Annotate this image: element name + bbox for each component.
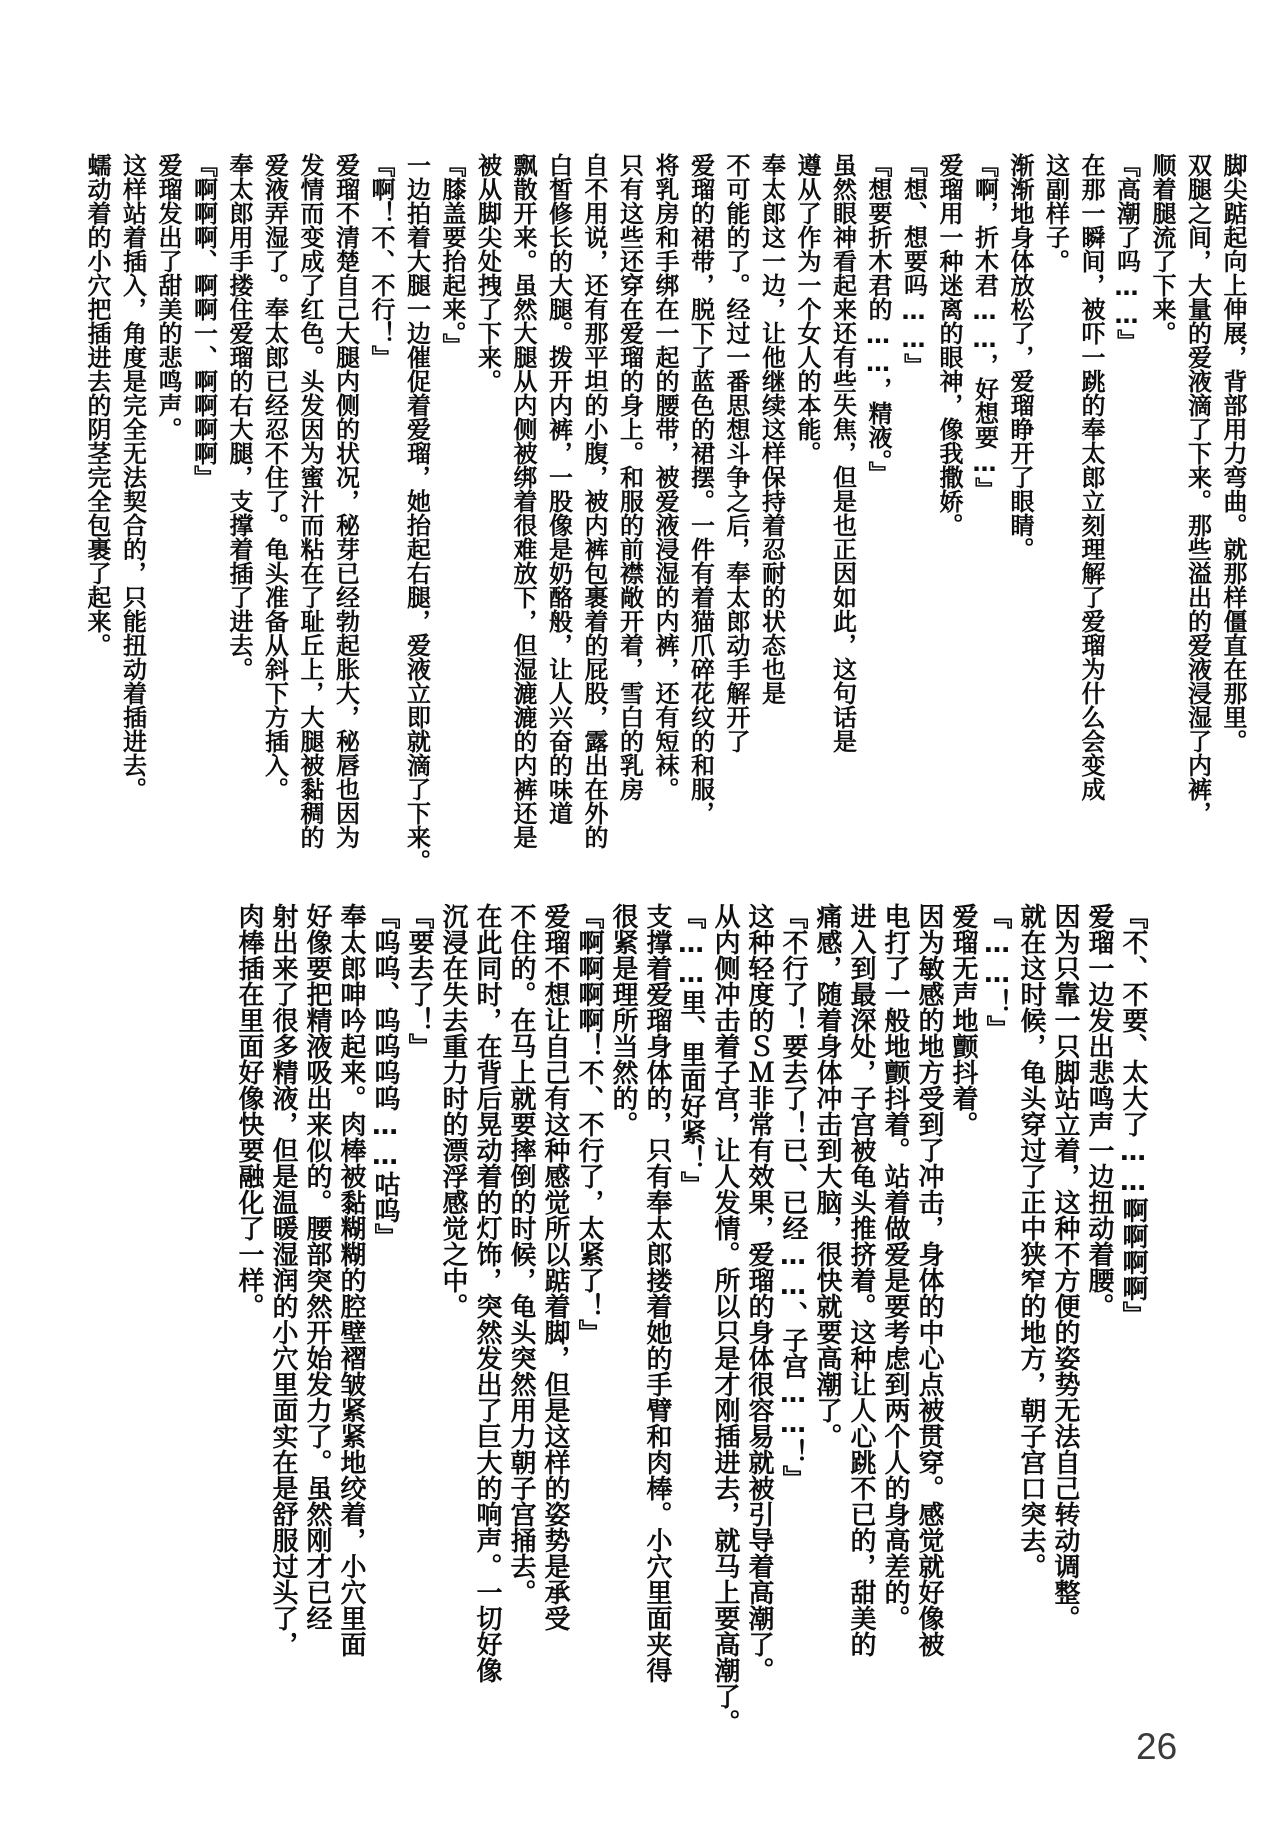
text-column: 『想、想要吗……』: [899, 153, 928, 377]
text-column: 顺着腿流了下来。: [1148, 153, 1176, 345]
text-column: 这种轻度的ＳＭ非常有效果，爱瑠的身体很容易就被引导着高潮了。: [744, 903, 774, 1683]
text-column: 遵从了作为一个女人的本能。: [793, 153, 821, 465]
text-column: 发情而变成了红色。头发因为蜜汁而粘在了耻丘上，大腿被黏稠的: [296, 153, 324, 849]
text-column: 『……！』: [982, 903, 1012, 1041]
text-column: 『啊啊啊、啊啊一、啊啊啊啊』: [189, 153, 218, 489]
text-column: 『膝盖要抬起来。』: [438, 153, 466, 357]
text-column: 在那一瞬间，被吓一跳的奉太郎立刻理解了爱瑠为什么会变成: [1077, 153, 1105, 801]
text-column: 『呜呜、呜呜呜呜……咕呜』: [370, 903, 400, 1249]
text-column: 双腿之间，大量的爱液滴了下来。那些溢出的爱液浸湿了内裤，: [1183, 153, 1212, 825]
text-column: 支撑着爱瑠身体的，只有奉太郎搂着她的手臂和肉棒。小穴里面夹得: [642, 903, 672, 1683]
text-column: 肉棒插在里面好像快要融化了一样。: [234, 903, 264, 1319]
text-column: 『想要折木君的……，精液。』: [864, 153, 892, 485]
text-column: 这副样子。: [1041, 153, 1070, 273]
text-column: 渐渐地身体放松了，爱瑠睁开了眼睛。: [1006, 153, 1034, 561]
page-number: 26: [1136, 1726, 1178, 1767]
text-column: 进入到最深处，子宫被龟头推挤着。这种让人心跳不已的，甜美的: [846, 903, 876, 1657]
text-column: 只有这些还穿在爱瑠的身上。和服的前襟敞开着，雪白的乳房: [615, 153, 644, 801]
text-column: 爱瑠用一种迷离的眼神，像我撒娇。: [935, 153, 963, 537]
text-column: 被从脚尖处拽了下来。: [473, 153, 502, 393]
text-column: 奉太郎呻吟起来。肉棒被黏糊糊的腔壁褶皱紧紧地绞着，小穴里面: [336, 903, 366, 1657]
text-column: 『要去了！』: [404, 903, 434, 1059]
text-column: 白皙修长的大腿。拨开内裤，一股像是奶酪般，让人兴奋的味道: [544, 153, 573, 825]
text-column: 『啊啊啊啊！不、不行了，太紧了！』: [574, 903, 604, 1345]
lower-text-block: [232, 903, 1150, 1735]
text-column: 『不行了！要去了！已、已经……、子宫……！』: [778, 903, 808, 1491]
text-column: 就在这时候，龟头穿过了正中狭窄的地方，朝子宫口突去。: [1016, 903, 1046, 1579]
text-column: 飘散开来。虽然大腿从内侧被绑着很难放下，但湿漉漉的内裤还是: [509, 153, 537, 849]
text-column: 爱液弄湿了。奉太郎已经忍不住了。龟头准备从斜下方插入。: [260, 153, 289, 801]
text-column: 爱瑠无声地颤抖着。: [948, 903, 978, 1137]
text-column: 爱瑠不想让自己有这种感觉所以踮着脚，但是这样的姿势是承受: [540, 903, 570, 1631]
text-column: 痛感，随着身体冲击到大脑，很快就要高潮了。: [812, 903, 842, 1449]
text-column: 虽然眼神看起来还有些失焦，但是也正因如此，这句话是: [828, 153, 857, 753]
text-column: 沉浸在失去重力时的漂浮感觉之中。: [438, 903, 468, 1319]
upper-text-block: [79, 153, 1251, 873]
text-column: 奉太郎这一边，让他继续这样保持着忍耐的状态也是: [757, 153, 786, 705]
text-column: 爱瑠一边发出悲鸣声一边扭动着腰。: [1084, 903, 1114, 1319]
text-column: 好像要把精液吸出来似的。腰部突然开始发力了。虽然刚才已经: [302, 903, 332, 1631]
text-column: 『不、不要、太大了……啊啊啊啊』: [1118, 903, 1148, 1327]
text-column: 脚尖踮起向上伸展，背部用力弯曲。就那样僵直在那里。: [1219, 153, 1247, 753]
text-column: 在此同时，在背后晃动着的灯饰，突然发出了巨大的响声。一切好像: [472, 903, 502, 1683]
text-column: 爱瑠发出了甜美的悲鸣声。: [154, 153, 182, 441]
text-column: 『高潮了吗……』: [1112, 153, 1141, 353]
text-column: 自不用说，还有那平坦的小腹，被内裤包裹着的屁股，露出在外的: [580, 153, 608, 849]
text-column: 将乳房和手绑在一起的腰带，被爱液浸湿的内裤，还有短袜。: [651, 153, 679, 801]
text-column: 因为敏感的地方受到了冲击，身体的中心点被贯穿。感觉就好像被: [914, 903, 944, 1657]
text-column: 『啊，折木君……，好想要…』: [970, 153, 999, 501]
text-column: 一边拍着大腿一边催促着爱瑠，她抬起右腿，爱液立即就滴了下来。: [402, 153, 431, 873]
text-column: 蠕动着的小穴把插进去的阴茎完全包裹了起来。: [83, 153, 111, 657]
text-column: 电打了一般地颤抖着。站着做爱是要考虑到两个人的身高差的。: [880, 903, 910, 1631]
text-column: 从内侧冲击着子宫，让人发情。所以只是才刚插进去，就马上要高潮了。: [710, 903, 740, 1735]
text-column: 射出来了很多精液，但是温暖湿润的小穴里面实在是舒服过头了，: [268, 903, 298, 1657]
text-column: 这样站着插入，角度是完全无法契合的，只能扭动着插进去。: [118, 153, 147, 801]
text-column: 『……里、里面好紧！』: [676, 903, 706, 1197]
text-column: 不住的。在马上就要摔倒的时候，龟头突然用力朝子宫捅去。: [506, 903, 536, 1605]
text-column: 奉太郎用手搂住爱瑠的右大腿，支撑着插了进去。: [225, 153, 253, 681]
text-column: 『啊！不、不行！』: [367, 153, 395, 369]
text-column: 很紧是理所当然的。: [608, 903, 638, 1137]
text-column: 因为只靠一只脚站立着，这种不方便的姿势无法自己转动调整。: [1050, 903, 1080, 1631]
text-column: 不可能的了。经过一番思想斗争之后，奉太郎动手解开了: [722, 153, 750, 753]
text-column: 爱瑠不清楚自己大腿内侧的状况，秘芽已经勃起胀大，秘唇也因为: [331, 153, 360, 849]
text-column: 爱瑠的裙带，脱下了蓝色的裙摆。一件有着猫爪碎花纹的和服，: [686, 153, 715, 825]
